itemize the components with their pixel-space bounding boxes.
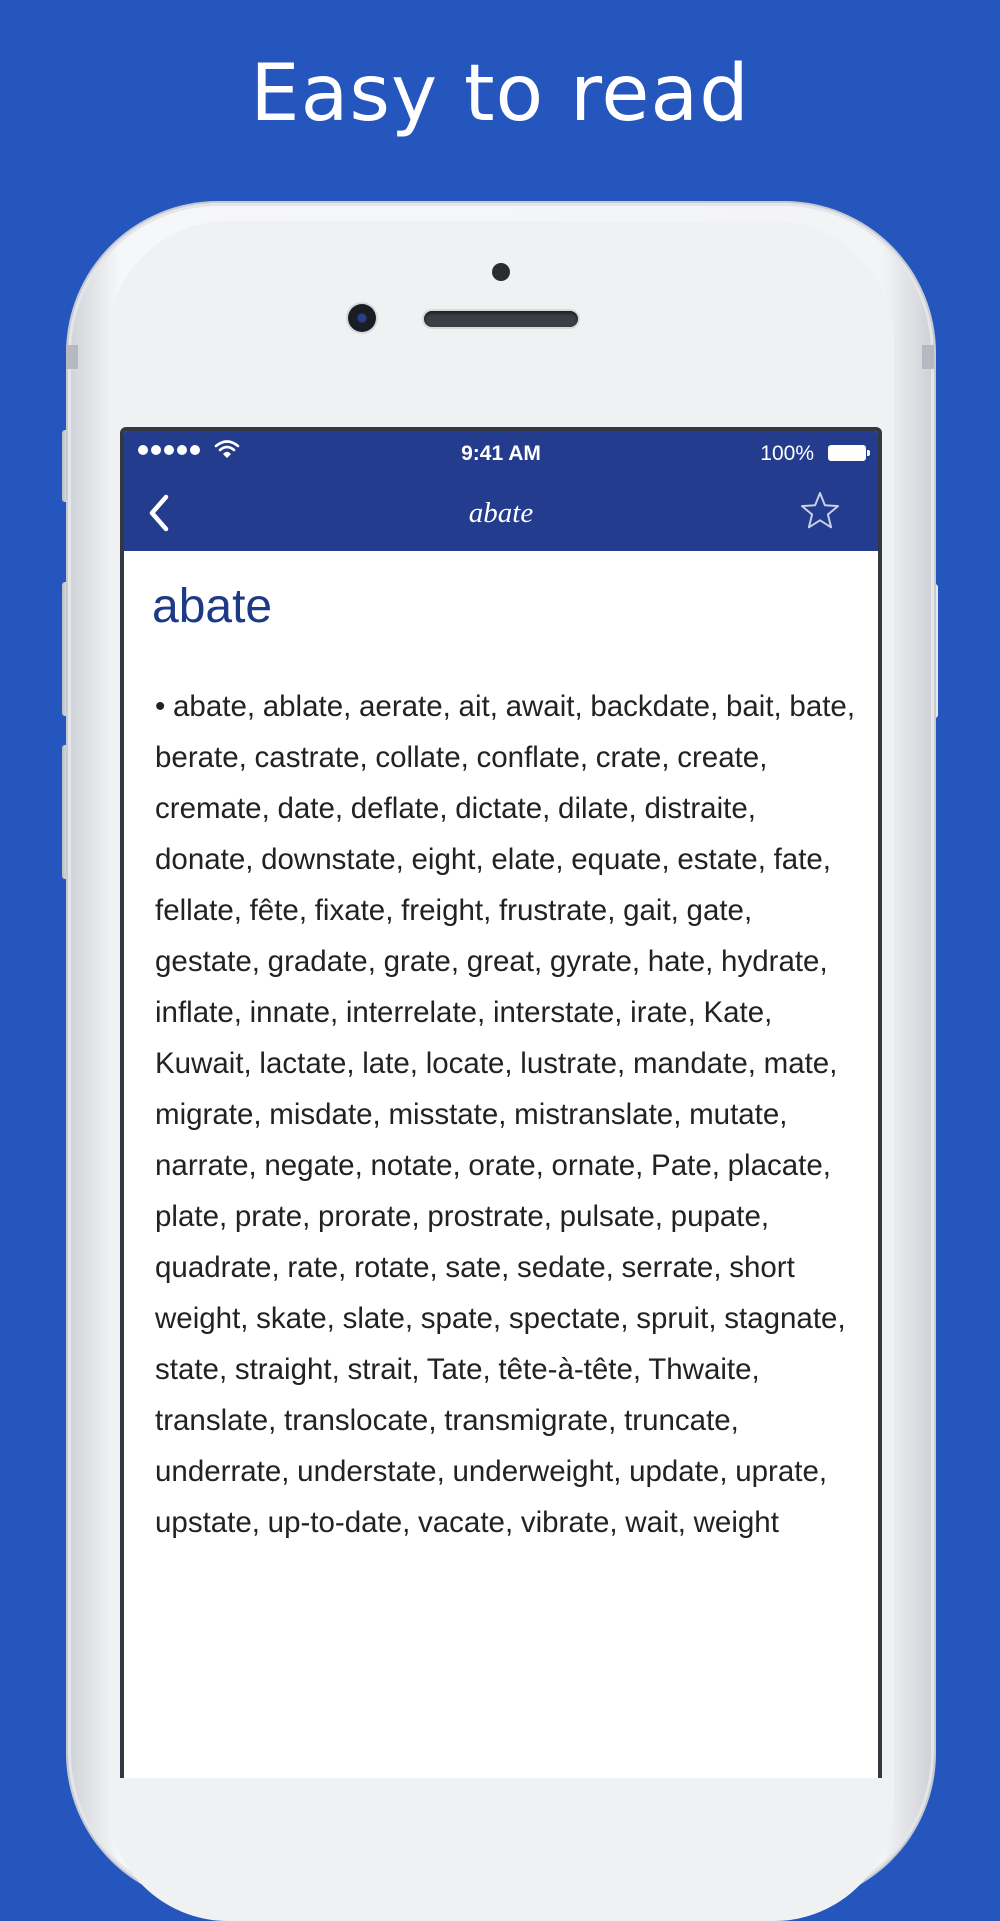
phone-screen: [120, 427, 882, 1778]
rhymes-list: • abate, ablate, aerate, ait, await, backdate, bait, bate, berate, castrate, collate, conflate, crate, create, cremate, date, deflate, dictate, dilate, distraite, donate, downstate, eight, elate, equate, estate, fate, fellate, fête, fixate, freight, frustrate, gait, gate, gestate, gradate, grate, great, gyrate, hate, hydrate, inflate, innate, interrelate, interstate, irate, Kate, Kuwait, lactate, late, locate, lustrate, mandate, mate, migrate, misdate, misstate, mistranslate, mutate, narrate, negate, notate, orate, ornate, Pate, placate, plate, prate, prorate, prostrate, pulsate, pupate, quadrate, rate, rotate, sate, sedate, serrate, short weight, skate, slate, spate, spectate, spruit, stagnate, state, straight, strait, Tate, tête-à-tête, Thwaite, translate, translocate, transmigrate, truncate, underrate, understate, underweight, update, uprate, upstate, up-to-date, vacate, vibrate, wait, weight: [155, 690, 856, 1539]
headline: Easy to read: [250, 49, 750, 139]
favorite-button[interactable]: [798, 489, 842, 533]
star-outline-icon: [798, 489, 842, 533]
front-camera: [348, 304, 376, 332]
app-header: [124, 431, 878, 551]
earpiece-speaker: [424, 311, 578, 327]
entry-word-title: abate: [152, 580, 273, 633]
nav-title: abate: [468, 497, 534, 529]
app-screen: [124, 431, 878, 1778]
battery-percentage: 100%: [760, 442, 814, 465]
battery-icon: [828, 445, 866, 461]
antenna-band-left: [66, 345, 78, 369]
antenna-band-right: [922, 345, 934, 369]
proximity-sensor: [492, 263, 510, 281]
status-time: 9:41 AM: [461, 442, 541, 465]
status-bar: [124, 431, 878, 473]
